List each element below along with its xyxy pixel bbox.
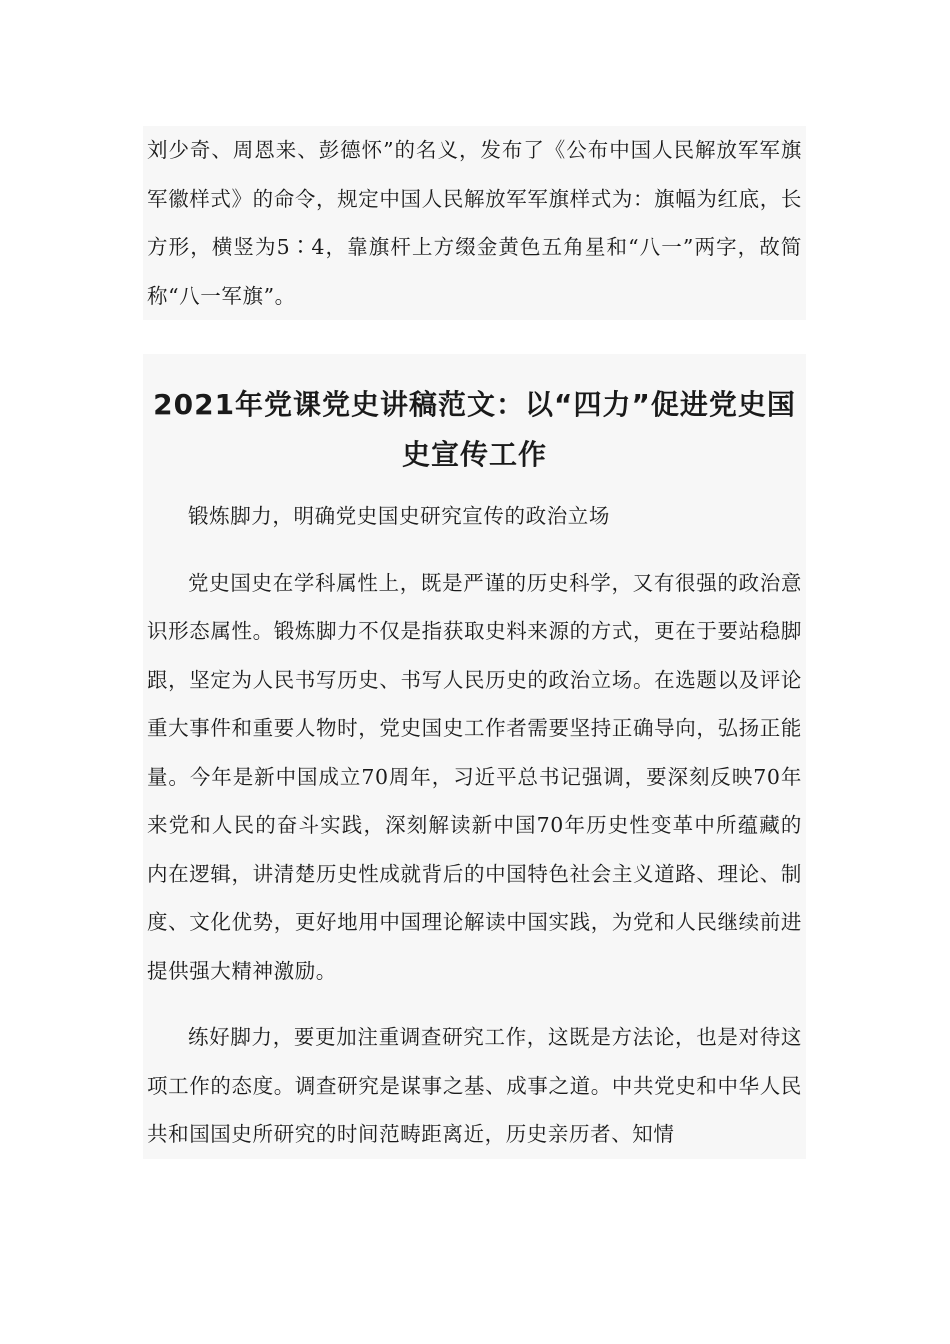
body-paragraph: 练好脚力，要更加注重调查研究工作，这既是方法论，也是对待这项工作的态度。调查研究是谋事之基、成事之道。中共党史和中华人民共和国国史所研究的时间范畴距离近，历史亲历者、知情 [147, 1025, 802, 1146]
intro-block [143, 126, 806, 320]
paragraph-gap [143, 995, 806, 1013]
paragraph-gap [143, 541, 806, 559]
section-heading: 锻炼脚力，明确党史国史研究宣传的政治立场 [188, 504, 610, 528]
article-title: 2021年党课党史讲稿范文：以“四力”促进党史国史宣传工作 [143, 354, 806, 492]
section-gap [143, 320, 806, 354]
intro-paragraph: 刘少奇、周恩来、彭德怀”的名义，发布了《公布中国人民解放军军旗军徽样式》的命令，规定中国人民解放军军旗样式为：旗幅为红底，长方形，横竖为5∶4，靠旗杆上方缀金黄色五角星和“八一”两字，故简称“八一军旗”。 [147, 138, 802, 308]
article-body [143, 492, 806, 1159]
body-paragraph: 党史国史在学科属性上，既是严谨的历史科学，又有很强的政治意识形态属性。锻炼脚力不仅是指获取史料来源的方式，更在于要站稳脚跟，坚定为人民书写历史、书写人民历史的政治立场。在选题以及评论重大事件和重要人物时，党史国史工作者需要坚持正确导向，弘扬正能量。今年是新中国成立70周年，习近平总书记强调，要深刻反映70年来党和人民的奋斗实践，深刻解读新中国70年历史性变革中所蕴藏的内在逻辑，讲清楚历史性成就背后的中国特色社会主义道路、理论、制度、文化优势，更好地用中国理论解读中国实践，为党和人民继续前进提供强大精神激励。 [147, 570, 802, 983]
document-content [143, 126, 806, 1159]
